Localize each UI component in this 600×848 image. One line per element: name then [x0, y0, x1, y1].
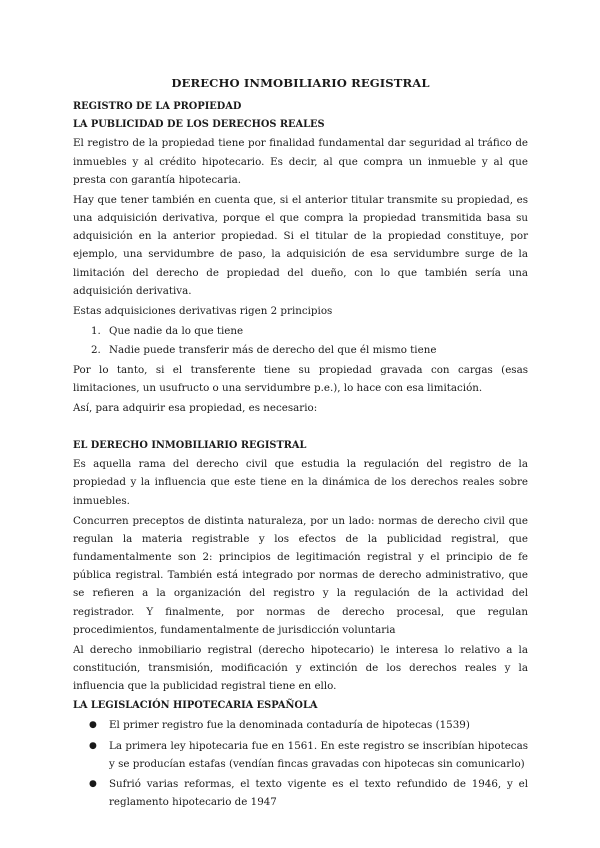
bullet-icon: ● — [89, 720, 97, 731]
list-item-text: La primera ley hipotecaria fue en 1561. En este registro se inscribían hipotecas y se producían estafas (vendían fincas gravadas con hipotecas sin comunicarlo) — [109, 739, 528, 770]
list-number: 2. — [91, 343, 101, 356]
heading-derecho-inmobiliario: EL DERECHO INMOBILIARIO REGISTRAL — [73, 440, 307, 452]
list-item-text: Que nadie da lo que tiene — [109, 324, 244, 337]
list-item-text: Sufrió varias reformas, el texto vigente es el texto refundido de 1946, y el reglamento hipotecario de 1947 — [109, 778, 528, 809]
heading-publicidad-derechos: LA PUBLICIDAD DE LOS DERECHOS REALES — [73, 119, 325, 131]
list-number: 1. — [91, 324, 101, 337]
paragraph-finalidad: El registro de la propiedad tiene por finalidad fundamental dar seguridad al tráfico de inmuebles y al crédito hipotecario. Es decir, al que compra un inmueble y al que presta con garantía hipotecaria. — [73, 137, 528, 186]
document-title: DERECHO INMOBILIARIO REGISTRAL — [171, 76, 430, 90]
list-item — [73, 322, 528, 341]
list-item-text: El primer registro fue la denominada contaduría de hipotecas (1539) — [109, 719, 470, 732]
paragraph-interes: Al derecho inmobiliario registral (derecho hipotecario) le interesa lo relativo a la constitución, transmisión, modificación y extinción de los derechos reales y la influencia que la publicidad registral tiene en ello. — [73, 643, 528, 693]
heading-registro-propiedad: REGISTRO DE LA PROPIEDAD — [73, 101, 242, 112]
legislation-list — [73, 716, 528, 811]
paragraph-rama-derecho: Es aquella rama del derecho civil que estudia la regulación del registro de la propiedad y la influencia que este tiene en la dinámica de los derechos reales sobre inmuebles. — [73, 458, 528, 507]
bullet-icon: ● — [89, 779, 97, 790]
paragraph-transferente: Por lo tanto, si el transferente tiene su propiedad gravada con cargas (esas limitaciones, un usufructo o una servidumbre p.e.), lo hace con esa limitación. — [73, 363, 528, 395]
paragraph-preceptos: Concurren preceptos de distinta naturaleza, por un lado: normas de derecho civil que regulan la materia registrable y los efectos de la publicidad registral, que fundamentalmente son 2: principios de legitimación registral y el principio de fe pública registral. También está integrado por normas de derecho administrativo, que se refieren a la organización del registro y la regulación de la actividad del registrador. Y finalmente, por normas de derecho procesal, que regulan procedimientos, fundamentalmente de jurisdicción voluntaria — [73, 514, 528, 636]
paragraph-adquisicion-derivativa: Hay que tener también en cuenta que, si el anterior titular transmite su propiedad, es una adquisición derivativa, porque el que compra la propiedad transmitida basa su adquisición en la anterior propiedad. Si el titular de la propiedad constituye, por ejemplo, una servidumbre de paso, la adquisición de esa servidumbre surge de la limitación del derecho de propiedad del dueño, con lo que también sería una adquisición derivativa. — [73, 193, 528, 297]
principles-list — [73, 322, 528, 360]
blank-line — [73, 419, 528, 437]
list-item — [73, 716, 528, 734]
paragraph-principios-intro: Estas adquisiciones derivativas rigen 2 principios — [73, 304, 333, 317]
bullet-icon: ● — [89, 740, 97, 751]
heading-legislacion-hipotecaria: LA LEGISLACIÓN HIPOTECARIA ESPAÑOLA — [73, 700, 318, 712]
list-item — [73, 737, 528, 773]
paragraph-necesario: Así, para adquirir esa propiedad, es necesario: — [73, 402, 318, 415]
list-item — [73, 775, 528, 811]
list-item-text: Nadie puede transferir más de derecho del que él mismo tiene — [109, 343, 437, 356]
list-item — [73, 341, 528, 360]
